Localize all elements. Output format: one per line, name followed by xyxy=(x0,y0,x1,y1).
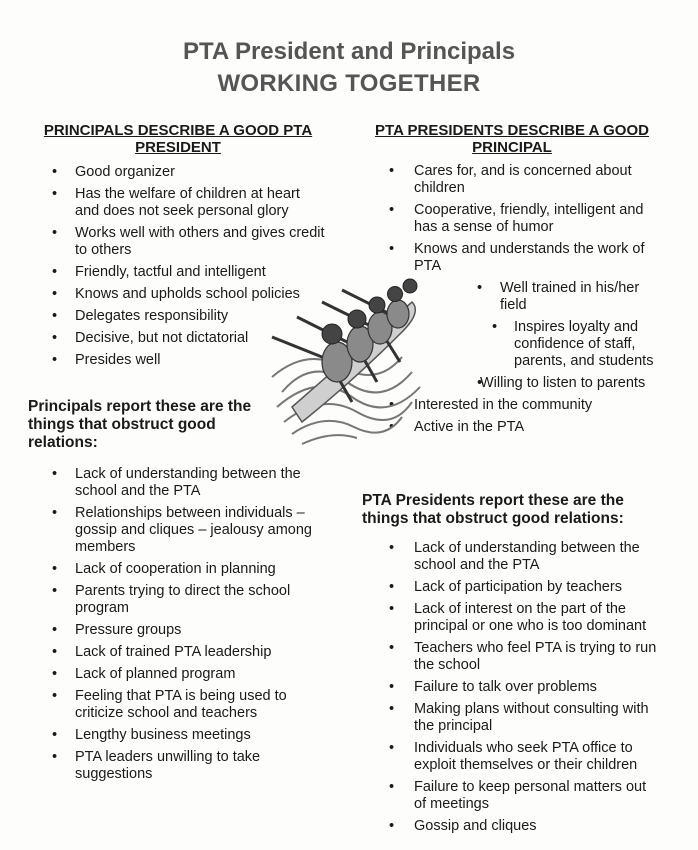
left-heading: PRINCIPALS DESCRIBE A GOOD PTA PRESIDENT xyxy=(43,122,313,156)
list-item: • Active in the PTA xyxy=(362,419,662,436)
right-obstacles-list xyxy=(362,540,662,835)
list-item: • Presides well xyxy=(28,352,328,369)
list-item: • Lack of planned program xyxy=(28,666,328,683)
list-item: • Lack of participation by teachers xyxy=(362,579,662,596)
list-item: • Lack of interest on the part of the principal or one who is too dominant xyxy=(362,601,662,635)
list-item: • Gossip and cliques xyxy=(362,818,662,835)
list-item: • Pressure groups xyxy=(28,622,328,639)
list-item: • Friendly, tactful and intelligent xyxy=(28,264,328,281)
rowing-team-illustration xyxy=(262,262,430,452)
list-item: • Individuals who seek PTA office to exploit themselves or their children xyxy=(362,740,662,774)
list-item: • Knows and upholds school policies xyxy=(28,286,328,303)
page-subtitle: WORKING TOGETHER xyxy=(217,70,481,97)
list-item: • Interested in the community xyxy=(362,397,662,414)
list-item: • Parents trying to direct the school program xyxy=(28,583,328,617)
right-obstacles-section xyxy=(362,492,662,528)
list-item: • Has the welfare of children at heart and does not seek personal glory xyxy=(28,186,328,220)
left-obstacles-wrap xyxy=(28,466,328,788)
list-item: • Works well with others and gives credit to others xyxy=(28,225,328,259)
list-item: • Lack of understanding between the school and the PTA xyxy=(362,540,662,574)
list-item: • PTA leaders unwilling to take suggestions xyxy=(28,749,328,783)
list-item: • Lack of understanding between the school and the PTA xyxy=(28,466,328,500)
list-item: • Inspires loyalty and confidence of staff, parents, and students xyxy=(362,319,662,370)
list-item: • Lack of trained PTA leadership xyxy=(28,644,328,661)
list-item: • Delegates responsibility xyxy=(28,308,328,325)
list-item: • Lengthy business meetings xyxy=(28,727,328,744)
list-item: • Knows and understands the work of PTA xyxy=(362,241,662,275)
right-qualities-list xyxy=(362,163,662,275)
left-obstacles-heading: Principals report these are the things that obstruct good relations: xyxy=(28,398,252,451)
list-item: • Relationships between individuals – gossip and cliques – jealousy among members xyxy=(28,505,328,556)
list-item: • Feeling that PTA is being used to criticize school and teachers xyxy=(28,688,328,722)
list-item: • Failure to keep personal matters out of meetings xyxy=(362,779,662,813)
list-item: • Good organizer xyxy=(28,164,328,181)
list-item-text: Willing to listen to parents xyxy=(480,375,646,391)
list-item: • Decisive, but not dictatorial xyxy=(28,330,328,347)
list-item: • Well trained in his/her field xyxy=(362,280,662,314)
list-item: • Cares for, and is concerned about children xyxy=(362,163,662,197)
list-item: • Teachers who feel PTA is trying to run the school xyxy=(362,640,662,674)
page-title: PTA President and Principals xyxy=(182,38,516,65)
list-item: • Failure to talk over problems xyxy=(362,679,662,696)
right-obstacles-wrap xyxy=(362,540,662,840)
left-obstacles-section xyxy=(28,398,268,452)
list-item: • Lack of cooperation in planning xyxy=(28,561,328,578)
list-item: • Making plans without consulting with the principal xyxy=(362,701,662,735)
right-obstacles-heading: PTA Presidents report these are the things that obstruct good relations: xyxy=(362,492,624,527)
list-item: • Cooperative, friendly, intelligent and has a sense of humor xyxy=(362,202,662,236)
left-obstacles-list xyxy=(28,466,328,783)
right-heading: PTA PRESIDENTS DESCRIBE A GOOD PRINCIPAL xyxy=(375,122,649,156)
